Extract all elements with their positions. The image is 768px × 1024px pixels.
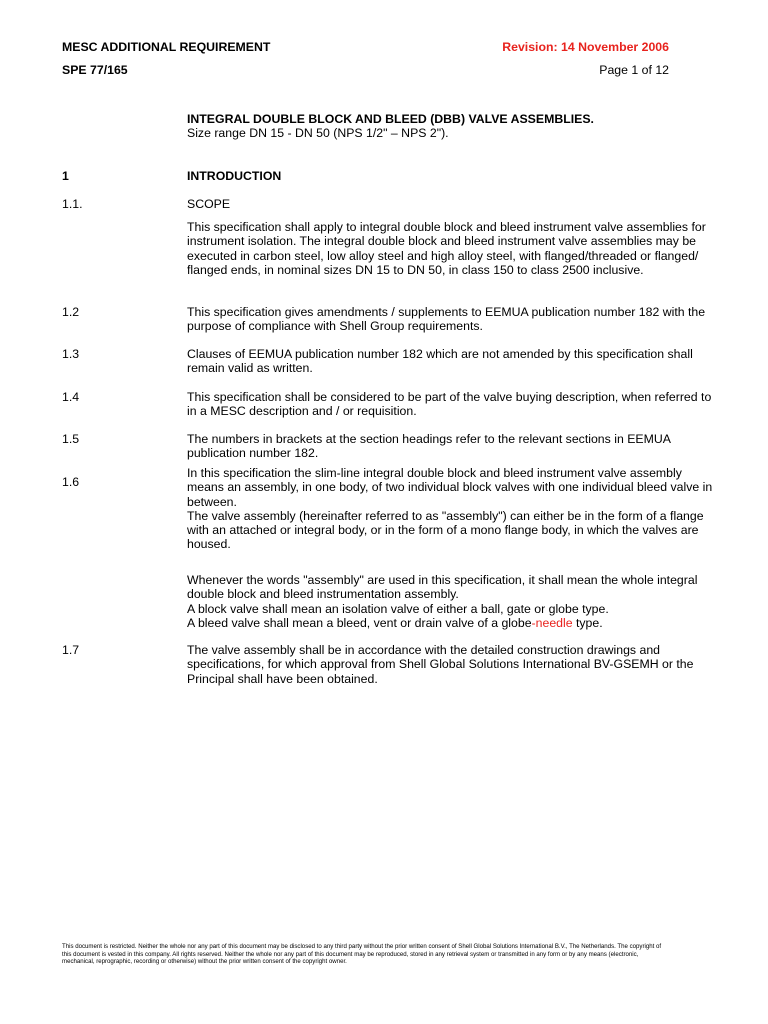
clause-text-1-2: This specification gives amendments / supplements to EEMUA publication number 182 with the purpose of compliance with Shell Group requirements. — [187, 305, 706, 334]
section-number: 1 — [62, 169, 69, 183]
clause-number-1-6: 1.6 — [62, 475, 80, 489]
clause-text-1-5: The numbers in brackets at the section headings refer to the relevant sections in EEMUA publication number 182. — [187, 432, 671, 461]
clause-number-1-4: 1.4 — [62, 390, 80, 404]
clause-body-1-6-cont — [187, 573, 715, 630]
clause-number-1-5: 1.5 — [62, 432, 80, 446]
clause-text-1-3: Clauses of EEMUA publication number 182 which are not amended by this specification shall remain valid as written. — [187, 347, 693, 376]
spec-number: SPE 77/165 — [62, 63, 128, 77]
scope-heading: SCOPE — [187, 197, 231, 211]
para-5-text: A bleed valve shall mean a bleed, vent or drain valve of a globe — [187, 615, 532, 630]
revision-date: Revision: 14 November 2006 — [502, 40, 669, 54]
clause-1-6-para-4: A block valve shall mean an isolation valve of either a ball, gate or globe type. — [187, 601, 609, 616]
para-5-end: type. — [572, 615, 603, 630]
clause-text-1-4: This specification shall be considered to be part of the valve buying description, when referred to in a MESC description and / or requisition. — [187, 390, 712, 419]
clause-number-1-7: 1.7 — [62, 643, 80, 657]
clause-1-6-para-3: Whenever the words "assembly" are used in this specification, it shall mean the whole integral double block and bleed instrumentation assembly. — [187, 573, 698, 602]
clause-number-1-2: 1.2 — [62, 305, 80, 319]
clause-number-1-1: 1.1. — [62, 197, 83, 211]
copyright-notice: This document is restricted. Neither the whole nor any part of this document may be disclosed to any third party without the prior written consent of Shell Global Solutions International B.V., The Netherlands. The copyright of this document is vested in this company. All rights reserved. Neither the whole nor any part of this document may be reproduced, stored in any retrieval system or transmitted in any form or by any means (electronic, mechanical, reprographic, recording or otherwise) without the prior written consent of the copyright owner. — [62, 943, 662, 966]
page-number: Page 1 of 12 — [599, 63, 669, 77]
document-title: INTEGRAL DOUBLE BLOCK AND BLEED (DBB) VALVE ASSEMBLIES. — [187, 112, 594, 126]
header-title: MESC ADDITIONAL REQUIREMENT — [62, 40, 271, 54]
clause-1-6-para-5 — [187, 616, 715, 630]
scope-text: This specification shall apply to integral double block and bleed instrument valve assemblies for instrument isolation. The integral double block and bleed instrument valve assemblies may be executed in carbon steel, low alloy steel and high alloy steel, with flanged/threaded or flanged/ flanged ends, in nominal sizes DN 15 to DN 50, in class 150 to class 2500 inclusive. — [187, 220, 706, 277]
clause-1-6-para-1: In this specification the slim-line integral double block and bleed instrument valve assembly means an assembly, in one body, of two individual block valves with one individual bleed valve in between. — [187, 466, 713, 509]
clause-text-1-7: The valve assembly shall be in accordance with the detailed construction drawings and specifications, for which approval from Shell Global Solutions International BV-GSEMH or the Principal shall have been obtained. — [187, 643, 694, 686]
size-range: Size range DN 15 - DN 50 (NPS 1/2" – NPS 2"). — [187, 126, 449, 140]
clause-number-1-3: 1.3 — [62, 347, 80, 361]
section-title: INTRODUCTION — [187, 169, 282, 183]
clause-1-6-para-2: The valve assembly (hereinafter referred to as "assembly") can either be in the form of a flange with an attached or integral body, or in the form of a mono flange body, in which the valves are housed. — [187, 508, 704, 552]
clause-body-1-6 — [187, 466, 715, 552]
needle-revision-mark: -needle — [531, 615, 573, 630]
